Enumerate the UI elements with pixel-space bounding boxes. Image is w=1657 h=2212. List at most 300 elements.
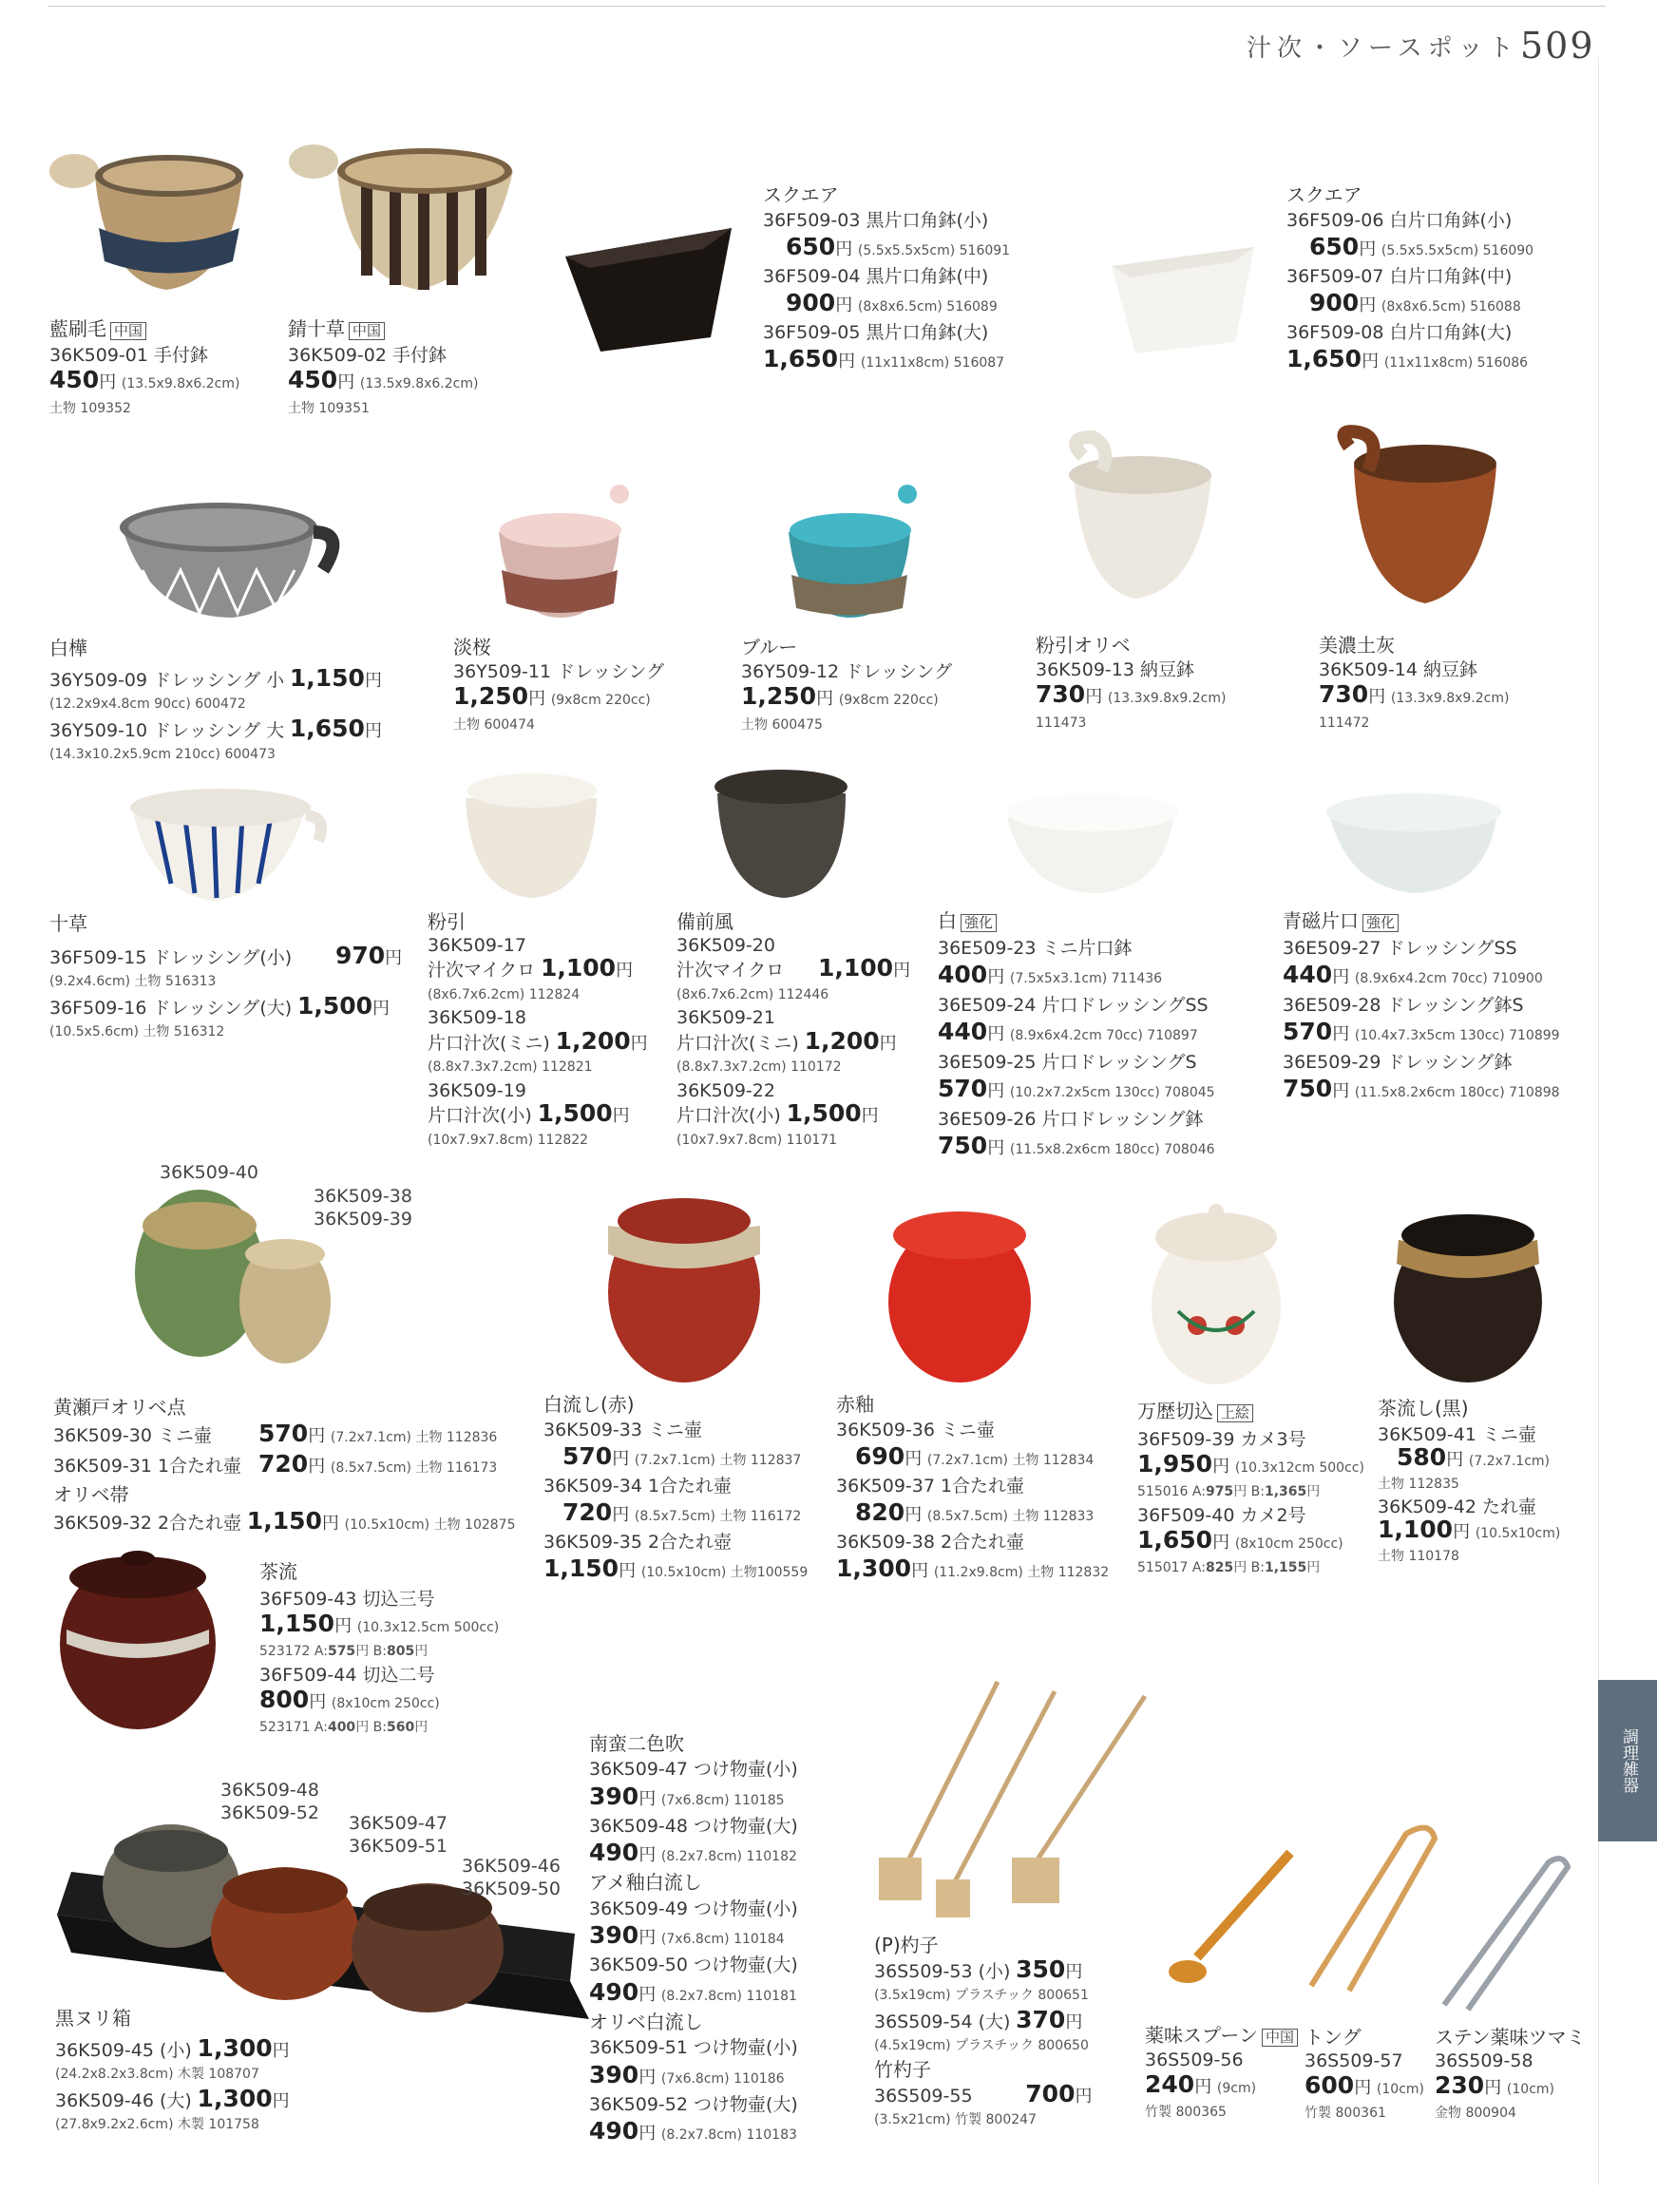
product-size: (8.5x7.5cm) 土物 116173 <box>330 1460 498 1476</box>
product-size: (8.2x7.8cm) 110183 <box>660 2127 797 2144</box>
product-size: (11.5x8.2x6cm 180cc) 708046 <box>1009 1142 1215 1157</box>
product-material: 111472 <box>1319 715 1370 731</box>
product-material: 土物 600475 <box>741 717 823 733</box>
product-text: 805 <box>386 1644 415 1659</box>
product-tag: 上絵 <box>1217 1404 1253 1422</box>
product-size: (7x6.8cm) 110184 <box>660 1932 785 1948</box>
product-size: (24.2x8.2x3.8cm) 木製 108707 <box>55 2067 259 2082</box>
product-price: 570 <box>562 1442 613 1470</box>
image-label-38-39: 36K509-38 36K509-39 <box>314 1186 412 1230</box>
product-block-36K509-01 <box>49 316 239 421</box>
product-material: 土物 109351 <box>288 401 370 416</box>
yen-unit: 円 <box>905 1449 923 1469</box>
product-size: (8x10cm 250cc) <box>331 1696 440 1711</box>
product-line <box>288 368 478 396</box>
product-code: 片口汁次(小) <box>428 1105 532 1126</box>
product-price: 370 <box>1016 2006 1066 2033</box>
product-size: (8.9x6x4.2cm 70cc) 710897 <box>1009 1028 1198 1043</box>
product-code: 36F509-44 切込二号 <box>259 1665 435 1686</box>
product-code: 36K509-20 <box>676 934 775 956</box>
product-size: (8.2x7.8cm) 110182 <box>660 1849 797 1865</box>
product-text: 1,365 <box>1264 1484 1307 1499</box>
product-block-stainless-pincer <box>1435 2026 1586 2126</box>
yen-unit: 円 <box>272 2091 290 2111</box>
product-size: (8x6.7x6.2cm) 112446 <box>676 986 829 1002</box>
product-block-36K509-14 <box>1319 633 1509 735</box>
product-image-36F509-07 <box>1112 247 1254 353</box>
product-line <box>1319 682 1509 711</box>
product-name: 万歴切込 <box>1137 1400 1213 1422</box>
product-name: 粉引オリベ <box>1036 634 1131 657</box>
product-block-akayu <box>836 1392 1109 1586</box>
product-price: 1,200 <box>555 1026 631 1055</box>
product-price: 450 <box>49 366 100 393</box>
yen-unit: 円 <box>1212 1533 1230 1553</box>
product-code: 36S509-58 <box>1435 2050 1533 2071</box>
product-line <box>1283 1019 1560 1050</box>
product-code: 36K509-49 つけ物壷(小) <box>589 1897 798 1919</box>
yen-unit: 円 <box>638 2067 657 2088</box>
image-label-40: 36K509-40 <box>160 1162 258 1183</box>
yen-unit: 円 <box>911 1561 929 1581</box>
product-code: 汁次マイクロ <box>676 960 785 981</box>
yen-unit: 円 <box>1368 687 1386 707</box>
product-name: 竹杓子 <box>874 2058 931 2081</box>
product-size: (10.2x7.2x5cm 130cc) 708045 <box>1009 1085 1215 1100</box>
product-image-36K509-02 <box>289 144 513 290</box>
product-price: 970 <box>334 942 386 969</box>
product-name: 白 <box>938 909 957 932</box>
product-price: 1,150 <box>259 1610 335 1637</box>
product-price: 390 <box>589 1921 639 1950</box>
product-size: (4.5x19cm) プラスチック 800650 <box>874 2038 1089 2053</box>
product-price: 1,650 <box>289 715 365 742</box>
product-price: 820 <box>855 1498 905 1526</box>
product-name: 黄瀬戸オリベ点 <box>53 1396 186 1419</box>
product-line <box>1378 1443 1560 1473</box>
product-size: (10cm) <box>1506 2082 1554 2097</box>
product-code: 36Y509-11 ドレッシング <box>453 661 665 682</box>
product-name: 淡桜 <box>453 636 491 658</box>
product-line <box>836 1555 1109 1586</box>
product-name: 白流し(赤) <box>543 1393 635 1416</box>
product-price: 690 <box>855 1442 905 1470</box>
product-line <box>543 1499 808 1530</box>
product-block-yakumi-spoon <box>1145 2024 1298 2125</box>
product-image-36F509-39 <box>1152 1204 1281 1384</box>
product-block-36K509-02 <box>288 316 478 421</box>
side-tab[interactable]: 調理雑器 <box>1598 1680 1657 1841</box>
product-line <box>259 1611 499 1640</box>
yen-unit: 円 <box>364 721 382 741</box>
product-code: 36F509-15 ドレッシング(小) <box>49 947 293 968</box>
product-line <box>49 994 402 1020</box>
product-block-tokusa <box>49 912 402 1044</box>
yen-unit: 円 <box>308 1457 326 1477</box>
yen-unit: 円 <box>414 1644 429 1659</box>
page-number: 509 <box>1520 25 1595 67</box>
product-size: (10.5x10cm) 土物100559 <box>640 1565 809 1580</box>
product-size: (7.5x5x3.1cm) 711436 <box>1009 971 1163 986</box>
product-text: 円 B: <box>355 1644 387 1659</box>
product-line <box>1137 1452 1364 1480</box>
product-line <box>938 1076 1215 1107</box>
product-code: 36E509-29 ドレッシング鉢 <box>1283 1051 1513 1073</box>
product-name: ブルー <box>741 636 798 658</box>
product-text: 円 B: <box>1233 1484 1265 1499</box>
product-line <box>53 1451 515 1481</box>
yen-unit: 円 <box>1446 1450 1464 1470</box>
product-block-shakushi <box>874 1934 1092 2132</box>
product-block-36K509-13 <box>1036 633 1226 735</box>
yen-unit: 円 <box>372 999 390 1019</box>
product-text: 560 <box>386 1720 415 1735</box>
image-label-47-51: 36K509-47 36K509-51 <box>349 1813 448 1857</box>
product-price: 1,300 <box>197 2034 273 2062</box>
product-price: 570 <box>938 1075 988 1102</box>
product-line <box>874 2082 1092 2108</box>
product-text: 975 <box>1205 1484 1234 1499</box>
product-name: 藍刷毛 <box>49 317 106 340</box>
product-price: 650 <box>1309 233 1360 260</box>
product-size: (13.3x9.8x9.2cm) <box>1107 691 1227 706</box>
product-code: 36K509-52 つけ物壷(大) <box>589 2093 798 2115</box>
product-line <box>741 684 952 713</box>
yen-unit: 円 <box>987 1024 1005 1044</box>
product-price: 240 <box>1145 2070 1195 2098</box>
product-size: (9.2x4.6cm) 土物 516313 <box>49 974 217 989</box>
yen-unit: 円 <box>1359 296 1377 315</box>
product-code: 36K509-01 手付鉢 <box>49 345 208 366</box>
product-size: (9cm) <box>1216 2081 1257 2096</box>
product-line <box>1286 234 1533 264</box>
product-line <box>288 316 478 343</box>
product-size: (9x8cm 220cc) <box>550 693 651 708</box>
product-line <box>49 716 382 743</box>
product-size: (8.8x7.3x7.2cm) 110172 <box>676 1059 842 1075</box>
product-size: (8x10cm 250cc) <box>1234 1536 1343 1552</box>
product-name: 南蛮二色吹 <box>589 1732 684 1755</box>
yen-unit: 円 <box>1065 2012 1083 2032</box>
product-code: 36F509-06 白片口角鉢(小) <box>1286 210 1513 231</box>
product-line <box>1283 962 1560 993</box>
product-code: 36F509-07 白片口角鉢(中) <box>1286 266 1513 287</box>
product-line <box>49 944 402 970</box>
product-price: 1,650 <box>1286 345 1362 372</box>
product-line <box>1145 2072 1298 2101</box>
product-line <box>1137 1556 1364 1580</box>
product-code: 36K509-51 つけ物壷(小) <box>589 2037 798 2059</box>
yen-unit: 円 <box>1359 239 1377 259</box>
product-line <box>1435 2073 1586 2102</box>
product-price: 1,300 <box>836 1554 912 1582</box>
product-tag: 中国 <box>1262 2029 1298 2047</box>
product-code: 36K509-48 つけ物壷(大) <box>589 1815 798 1837</box>
product-size: (8.5x7.5cm) 土物 112833 <box>926 1509 1095 1524</box>
product-line <box>763 234 1010 264</box>
yen-unit: 円 <box>905 1505 923 1525</box>
product-code: 片口汁次(ミニ) <box>676 1032 799 1054</box>
yen-unit: 円 <box>612 1106 630 1126</box>
product-image-36Y509-11 <box>499 485 629 618</box>
yen-unit: 円 <box>816 689 834 709</box>
product-tag: 強化 <box>961 914 997 932</box>
product-image-36Y509-09 <box>120 503 333 618</box>
yen-unit: 円 <box>1332 1024 1350 1044</box>
product-text: 825 <box>1205 1560 1234 1575</box>
product-text: 1,155 <box>1264 1560 1307 1575</box>
product-line <box>836 1443 1109 1474</box>
product-tag: 中国 <box>349 322 385 340</box>
product-block-nanban <box>589 1731 798 2148</box>
product-price: 720 <box>258 1450 309 1478</box>
product-code: 36E509-26 片口ドレッシング鉢 <box>938 1108 1204 1130</box>
product-line <box>49 368 239 396</box>
product-line <box>1137 1528 1364 1556</box>
yen-unit: 円 <box>1332 1081 1350 1101</box>
yen-unit: 円 <box>612 1505 630 1525</box>
yen-unit: 円 <box>414 1720 429 1735</box>
product-image-36K509-17 <box>466 773 597 898</box>
product-line <box>55 2087 290 2113</box>
product-name: 備前風 <box>676 910 733 933</box>
product-code: 36K509-31 1合たれ壷 <box>53 1456 242 1477</box>
product-block-kiseto <box>53 1394 515 1538</box>
product-name: 十草 <box>49 912 87 935</box>
product-block-bizen <box>676 910 910 1152</box>
product-block-banreki <box>1137 1400 1364 1580</box>
product-price: 230 <box>1435 2071 1485 2099</box>
product-line <box>938 908 1215 936</box>
product-code: 片口汁次(小) <box>676 1105 781 1126</box>
image-label-46-50: 36K509-46 36K509-50 <box>462 1856 561 1899</box>
yen-unit: 円 <box>987 967 1005 987</box>
product-line <box>938 1133 1215 1164</box>
product-text: 523172 A: <box>259 1644 328 1659</box>
product-price: 600 <box>1305 2071 1355 2099</box>
product-size: (10cm) <box>1376 2082 1424 2097</box>
product-price: 490 <box>589 1839 639 1867</box>
product-name: 茶流 <box>259 1560 297 1583</box>
product-line <box>589 1922 798 1953</box>
product-line <box>676 954 911 983</box>
product-line <box>49 666 382 693</box>
product-code: 36E509-25 片口ドレッシングS <box>938 1051 1197 1073</box>
yen-unit: 円 <box>619 1561 637 1581</box>
product-image-36K509-42 <box>1394 1214 1542 1382</box>
product-image-36K509-35 <box>608 1198 760 1382</box>
product-price: 1,100 <box>540 954 617 982</box>
product-price: 580 <box>1397 1443 1447 1471</box>
yen-unit: 円 <box>1065 1962 1083 1982</box>
product-price: 490 <box>589 2117 639 2145</box>
product-name: 茶流し(黒) <box>1378 1397 1469 1420</box>
yen-unit: 円 <box>1306 1560 1321 1575</box>
product-text: 515017 A: <box>1137 1560 1206 1575</box>
product-line <box>676 1026 910 1057</box>
product-code: 36K509-30 ミニ壷 <box>53 1425 212 1446</box>
product-tag: 強化 <box>1362 914 1399 932</box>
product-code: 36S509-56 <box>1145 2050 1244 2070</box>
yen-unit: 円 <box>612 1449 630 1469</box>
product-price: 750 <box>1283 1075 1333 1102</box>
product-price: 1,500 <box>537 1099 613 1127</box>
product-code: 36F509-03 黒片口角鉢(小) <box>763 210 989 231</box>
product-line <box>589 1840 798 1870</box>
yen-unit: 円 <box>1332 967 1350 987</box>
product-size: (8x8x6.5cm) 516088 <box>1381 299 1521 315</box>
product-line <box>428 954 648 983</box>
product-name: アメ釉白流し <box>589 1871 702 1895</box>
product-line <box>1283 1076 1560 1107</box>
yen-unit: 円 <box>835 296 853 315</box>
yen-unit: 円 <box>879 1033 897 1054</box>
product-size: (10.3x12cm 500cc) <box>1234 1460 1364 1476</box>
product-price: 1,250 <box>453 682 529 710</box>
product-name: オリベ帯 <box>53 1483 129 1506</box>
product-image-36E509-28 <box>1326 793 1501 893</box>
product-price: 1,150 <box>289 664 365 692</box>
product-size: (27.8x9.2x2.6cm) 木製 101758 <box>55 2117 259 2132</box>
product-code: 36K509-18 <box>428 1007 526 1028</box>
product-code: 36S509-57 <box>1305 2050 1403 2071</box>
yen-unit: 円 <box>1484 2078 1502 2098</box>
product-price: 1,100 <box>817 954 894 982</box>
product-code: 36K509-13 納豆鉢 <box>1036 659 1194 680</box>
product-material: 土物 112835 <box>1378 1477 1459 1492</box>
product-code: 36F509-04 黒片口角鉢(中) <box>763 266 989 287</box>
yen-unit: 円 <box>838 352 856 372</box>
product-price: 1,500 <box>786 1099 862 1127</box>
product-line <box>1305 2073 1424 2102</box>
product-size: (7.2x7.1cm) <box>1468 1454 1550 1469</box>
product-size: (10.5x5.6cm) 土物 516312 <box>49 1024 225 1039</box>
product-line <box>1036 682 1226 711</box>
product-line <box>938 962 1215 993</box>
product-size: (14.3x10.2x5.9cm 210cc) 600473 <box>49 747 276 762</box>
product-price: 720 <box>562 1498 613 1526</box>
product-line <box>259 1640 499 1664</box>
product-code: 36E509-23 ミニ片口鉢 <box>938 937 1133 959</box>
product-line <box>543 1443 808 1474</box>
product-size: (9x8cm 220cc) <box>838 693 939 708</box>
product-text: 円 B: <box>355 1720 387 1735</box>
product-size: (7x6.8cm) 110185 <box>660 1792 785 1808</box>
product-code: 36K509-19 <box>428 1079 526 1101</box>
product-code: 36E509-27 ドレッシングSS <box>1283 937 1517 959</box>
product-size: (8x8x6.5cm) 516089 <box>857 299 998 315</box>
product-price: 730 <box>1036 680 1086 708</box>
product-price: 1,150 <box>246 1507 322 1535</box>
product-line <box>874 1957 1092 1984</box>
product-line <box>589 1783 798 1814</box>
product-code: 36K509-17 <box>428 934 526 956</box>
product-price: 440 <box>938 1018 988 1045</box>
product-name: スクエア <box>763 183 839 206</box>
product-line <box>53 1508 515 1538</box>
product-name: 錆十草 <box>288 317 345 340</box>
product-size: (10.5x10cm) <box>1475 1526 1561 1541</box>
yen-unit: 円 <box>321 1514 339 1534</box>
yen-unit: 円 <box>385 948 403 968</box>
product-code: 36F509-39 カメ3号 <box>1137 1429 1306 1450</box>
product-name: 粉引 <box>428 910 466 933</box>
product-code: 36K509-21 <box>676 1007 775 1028</box>
product-price: 900 <box>786 289 836 316</box>
product-line <box>55 2036 290 2063</box>
product-size: (8.9x6x4.2cm 70cc) 710900 <box>1354 971 1543 986</box>
product-line <box>259 1716 499 1740</box>
product-code: 36S509-54 (大) <box>874 2012 1011 2032</box>
yen-unit: 円 <box>1453 1522 1471 1542</box>
product-code: 36K509-36 ミニ壷 <box>836 1420 995 1440</box>
product-material: 竹製 800361 <box>1305 2106 1386 2121</box>
product-material: 金物 800904 <box>1435 2106 1516 2121</box>
product-block-white-strong <box>938 908 1215 1164</box>
product-code: 汁次マイクロ <box>428 960 536 981</box>
product-price: 1,200 <box>804 1026 880 1055</box>
yen-unit: 円 <box>638 1788 657 1809</box>
product-line <box>763 346 1010 376</box>
product-line <box>874 2008 1092 2034</box>
product-code: 36K509-38 2合たれ壷 <box>836 1532 1025 1553</box>
product-size: (3.5x19cm) プラスチック 800651 <box>874 1988 1089 2003</box>
product-block-36Y509-12 <box>741 635 952 737</box>
product-block-tongs <box>1305 2026 1424 2126</box>
product-line <box>836 1499 1109 1530</box>
product-line <box>428 1026 648 1057</box>
product-price: 1,250 <box>741 682 817 710</box>
yen-unit: 円 <box>1306 1484 1321 1499</box>
yen-unit: 円 <box>1362 352 1380 372</box>
product-code: 36F509-40 カメ2号 <box>1137 1505 1306 1526</box>
product-name: スクエア <box>1286 183 1362 206</box>
product-price: 700 <box>1025 2080 1076 2107</box>
product-price: 1,500 <box>296 992 373 1020</box>
yen-unit: 円 <box>630 1033 648 1054</box>
product-price: 1,100 <box>1378 1516 1454 1543</box>
product-line <box>259 1688 499 1716</box>
product-code: 36Y509-10 ドレッシング 大 <box>49 720 285 741</box>
product-name: ステン薬味ツマミ <box>1435 2026 1586 2049</box>
product-name: オリベ白流し <box>589 2010 703 2033</box>
product-price: 390 <box>589 1782 639 1810</box>
product-code: 36K509-35 2合たれ壺 <box>543 1532 733 1553</box>
product-image-36S509-53 <box>879 1682 1145 1917</box>
product-price: 490 <box>589 1977 639 2006</box>
yen-unit: 円 <box>638 1845 657 1866</box>
product-block-shironagashi-red <box>543 1392 808 1586</box>
yen-unit: 円 <box>337 372 355 392</box>
product-line <box>1283 908 1560 936</box>
yen-unit: 円 <box>1075 2087 1093 2107</box>
product-image-36K509-45 <box>57 1824 589 2019</box>
product-line <box>1286 346 1533 376</box>
yen-unit: 円 <box>308 1426 326 1446</box>
product-line <box>676 1099 910 1129</box>
product-name: (P)杓子 <box>874 1934 939 1956</box>
product-material: 竹製 800365 <box>1145 2105 1227 2120</box>
product-image-36F509-43 <box>60 1551 216 1729</box>
product-code: 36E509-28 ドレッシング鉢S <box>1283 994 1524 1016</box>
product-code: 36K509-46 (大) <box>55 2090 192 2111</box>
yen-unit: 円 <box>638 1928 657 1949</box>
product-block-kuronuri-box <box>55 2007 290 2137</box>
yen-unit: 円 <box>528 689 546 709</box>
product-image-36K509-13 <box>1069 437 1211 599</box>
product-block-square-white <box>1286 182 1533 376</box>
product-price: 400 <box>938 961 988 988</box>
